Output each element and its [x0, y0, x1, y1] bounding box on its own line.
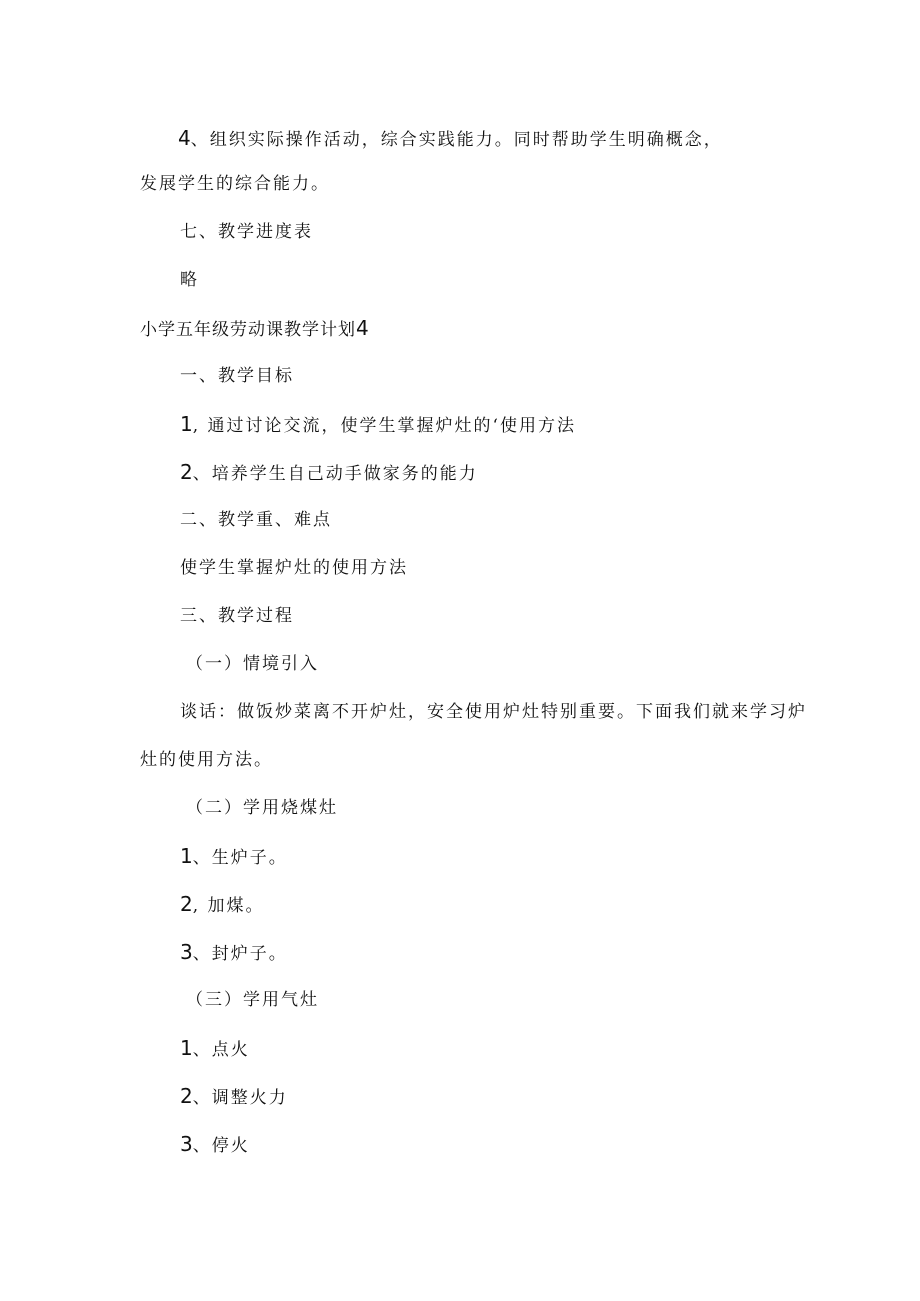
line-text: 使学生掌握炉灶的使用方法 — [180, 558, 408, 578]
title-text: 小学五年级劳动课教学计划 — [140, 320, 356, 340]
text-line — [180, 268, 199, 292]
line-text: 、停火 — [192, 1136, 250, 1156]
line-text: 、组织实际操作活动，综合实践能力。同时帮助学生明确概念， — [190, 130, 723, 150]
text-line — [140, 748, 273, 772]
list-item — [180, 844, 288, 870]
section-heading — [180, 508, 332, 532]
line-text: 谈话：做饭炒菜离不开炉灶，安全使用炉灶特别重要。下面我们就来学习炉 — [180, 702, 807, 722]
line-text: 、调整火力 — [192, 1088, 288, 1108]
line-text: （三）学用气灶 — [186, 990, 319, 1010]
line-text: 、封炉子。 — [192, 944, 288, 964]
item-number: 1 — [180, 1036, 193, 1060]
line-text: 发展学生的综合能力。 — [140, 174, 330, 194]
line-text: 一、教学目标 — [180, 366, 294, 386]
line-text: 、培养学生自己动手做家务的能力 — [192, 464, 478, 484]
list-item — [180, 412, 576, 438]
item-number: 4 — [178, 126, 191, 150]
item-number: 2 — [180, 892, 193, 916]
line-text: （二）学用烧煤灶 — [186, 798, 338, 818]
item-number: 3 — [180, 940, 193, 964]
item-number: 2 — [180, 1084, 193, 1108]
line-text: , 通过讨论交流，使学生掌握炉灶的‘使用方法 — [192, 416, 576, 436]
list-item — [180, 892, 265, 918]
line-text: 略 — [180, 270, 199, 290]
document-title — [140, 316, 369, 342]
title-number: 4 — [356, 316, 369, 340]
text-line — [180, 700, 807, 724]
subsection-heading — [186, 796, 338, 820]
line-text: 灶的使用方法。 — [140, 750, 273, 770]
line-text: 二、教学重、难点 — [180, 510, 332, 530]
list-item — [180, 1036, 250, 1062]
item-number: 2 — [180, 460, 193, 484]
section-heading — [180, 604, 294, 628]
text-line — [178, 126, 723, 152]
item-number: 3 — [180, 1132, 193, 1156]
line-text: （一）情境引入 — [186, 654, 319, 674]
line-text: 、生炉子。 — [192, 848, 288, 868]
list-item — [180, 1132, 250, 1158]
subsection-heading — [186, 988, 319, 1012]
section-heading — [180, 220, 313, 244]
item-number: 1 — [180, 412, 193, 436]
item-number: 1 — [180, 844, 193, 868]
line-text: 、点火 — [192, 1040, 250, 1060]
text-line — [180, 556, 408, 580]
subsection-heading — [186, 652, 319, 676]
line-text: 三、教学过程 — [180, 606, 294, 626]
line-text: 七、教学进度表 — [180, 222, 313, 242]
list-item — [180, 940, 288, 966]
text-line — [140, 172, 330, 196]
line-text: , 加煤。 — [192, 896, 265, 916]
list-item — [180, 460, 478, 486]
section-heading — [180, 364, 294, 388]
list-item — [180, 1084, 288, 1110]
